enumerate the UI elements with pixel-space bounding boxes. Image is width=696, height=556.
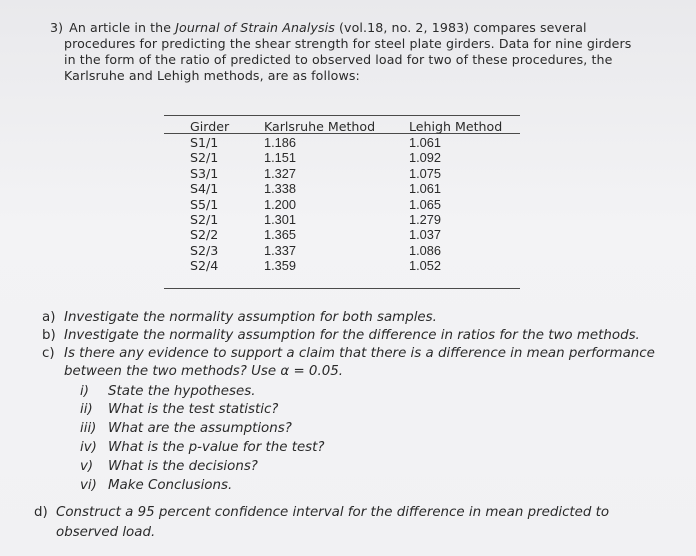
sub-question-label: i) <box>80 384 89 399</box>
table-cell: 1.327 <box>264 165 297 181</box>
question-label: d) <box>34 505 48 520</box>
question-label: b) <box>42 328 56 343</box>
table-cell: 1.151 <box>264 150 297 166</box>
question-text: Is there any evidence to support a claim that there is a difference in mean performance <box>64 346 655 361</box>
question-d-continued: observed load. <box>56 525 156 540</box>
journal-name: Journal of Strain Analysis <box>175 20 335 35</box>
karlsruhe-column <box>264 118 375 274</box>
question-c-continued: between the two methods? Use α = 0.05. <box>64 364 343 379</box>
question-text: Investigate the normality assumption for the difference in ratios for the two methods. <box>64 328 640 343</box>
sub-question-label: v) <box>80 459 94 474</box>
table-bottom-rule <box>164 288 520 289</box>
table-cell: S2/1 <box>190 150 219 166</box>
table-cell: 1.338 <box>264 181 297 197</box>
table-cell: 1.052 <box>409 258 442 274</box>
question-label: a) <box>42 310 56 325</box>
table-cell: S2/2 <box>190 227 219 243</box>
sub-question-text: What is the p-value for the test? <box>108 440 325 455</box>
sub-question-label: iii) <box>80 421 97 436</box>
girder-column <box>190 118 229 274</box>
problem-number: 3) <box>50 20 64 35</box>
table-cell: 1.086 <box>409 242 442 258</box>
table-cell: 1.337 <box>264 242 297 258</box>
sub-question-text: Make Conclusions. <box>108 478 233 493</box>
table-cell: 1.061 <box>409 181 442 197</box>
question-text: Investigate the normality assumption for both samples. <box>64 310 437 325</box>
table-cell: 1.365 <box>264 227 297 243</box>
intro-line-3: in the form of the ratio of predicted to observed load for two of these procedures, the <box>64 52 613 67</box>
table-cell: 1.092 <box>409 150 442 166</box>
table-cell: 1.279 <box>409 211 442 227</box>
sub-question-text: What is the test statistic? <box>108 402 279 417</box>
table-cell: S2/4 <box>190 258 219 274</box>
problem-statement <box>50 20 640 84</box>
intro-line-2: procedures for predicting the shear strength for steel plate girders. Data for nine girders <box>64 36 632 51</box>
table-cell: S2/1 <box>190 211 219 227</box>
table-cell: S4/1 <box>190 181 219 197</box>
question-text: Construct a 95 percent confidence interval for the difference in mean predicted to <box>56 505 610 520</box>
sub-question <box>80 383 255 401</box>
sub-question-label: vi) <box>80 478 97 493</box>
table-cell: S3/1 <box>190 165 219 181</box>
table-cell: 1.301 <box>264 211 297 227</box>
sub-question <box>80 420 292 438</box>
intro-line-4: Karlsruhe and Lehigh methods, are as follows: <box>64 68 360 83</box>
question-b <box>42 327 662 345</box>
intro-text-after: (vol.18, no. 2, 1983) compares several <box>334 20 587 35</box>
sub-question-label: iv) <box>80 440 97 455</box>
lehigh-column <box>409 118 502 274</box>
table-top-rule <box>164 115 520 116</box>
sub-question <box>80 458 258 476</box>
sub-question <box>80 439 325 457</box>
table-cell: 1.200 <box>264 196 297 212</box>
sub-question-text: What are the assumptions? <box>108 421 292 436</box>
sub-question-text: What is the decisions? <box>108 459 258 474</box>
question-a <box>42 309 662 327</box>
question-d <box>34 504 674 522</box>
sub-question <box>80 401 278 419</box>
table-cell: S1/1 <box>190 135 219 150</box>
table-cell: 1.037 <box>409 227 442 243</box>
girder-header: Girder <box>190 119 230 134</box>
sub-question-text: State the hypotheses. <box>108 384 256 399</box>
intro-text-before: An article in the <box>69 20 176 35</box>
table-cell: S5/1 <box>190 196 219 212</box>
table-cell: 1.065 <box>409 196 442 212</box>
table-cell: S2/3 <box>190 242 219 258</box>
sub-question-label: ii) <box>80 402 93 417</box>
question-c <box>42 345 662 363</box>
intro-line-1 <box>50 20 640 36</box>
question-label: c) <box>42 346 55 361</box>
table-cell: 1.075 <box>409 165 442 181</box>
sub-question <box>80 477 232 495</box>
lehigh-header: Lehigh Method <box>409 119 503 134</box>
table-cell: 1.186 <box>264 135 297 150</box>
table-cell: 1.061 <box>409 135 442 150</box>
karlsruhe-header: Karlsruhe Method <box>264 119 376 134</box>
table-cell: 1.359 <box>264 258 297 274</box>
